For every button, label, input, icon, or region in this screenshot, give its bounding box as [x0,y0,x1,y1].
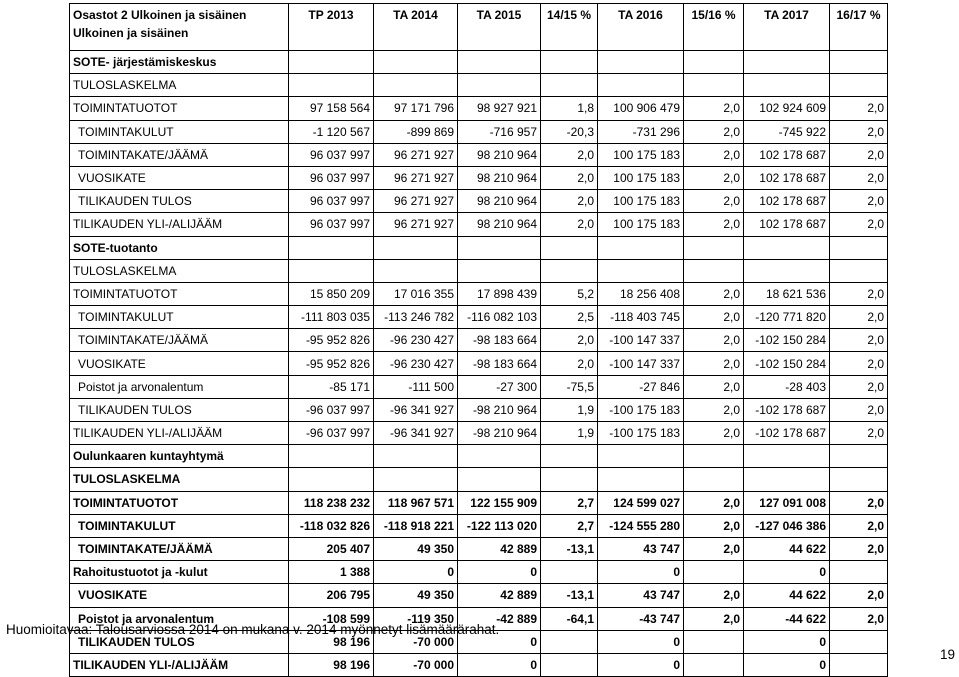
table-row [70,120,888,143]
table-cell: 0 [598,561,684,584]
table-cell [684,51,744,74]
table-cell [374,74,458,97]
table-cell: -100 175 183 [598,422,684,445]
table-cell: 2,0 [830,584,888,607]
table-row [70,491,888,514]
table-cell: -20,3 [541,120,598,143]
table-cell: 44 622 [744,584,830,607]
table-cell: 2,0 [830,143,888,166]
table-cell: 1,9 [541,398,598,421]
table-cell: 1,8 [541,97,598,120]
table-cell: -1 120 567 [289,120,374,143]
table-cell: 18 256 408 [598,282,684,305]
table-cell [598,74,684,97]
table-cell: 49 350 [374,584,458,607]
table-cell: -96 037 997 [289,422,374,445]
column-header: TA 2015 [458,4,541,51]
table-cell: -119 350 [374,607,458,630]
table-cell: 2,0 [684,537,744,560]
table-row [70,259,888,282]
table-cell [684,74,744,97]
table-cell: -118 403 745 [598,306,684,329]
table-cell [830,630,888,653]
table-cell: 0 [598,653,684,676]
column-header: TA 2016 [598,4,684,51]
page-number: 19 [939,647,955,662]
table-cell: 0 [744,653,830,676]
table-cell: -120 771 820 [744,306,830,329]
table-cell [541,259,598,282]
column-header: 15/16 % [684,4,744,51]
table-row [70,468,888,491]
table-cell: 2,0 [541,143,598,166]
table-cell [830,468,888,491]
table-cell: 0 [458,653,541,676]
table-cell: 1,9 [541,422,598,445]
row-label: Rahoitustuotot ja -kulut [70,561,289,584]
table-cell: 2,0 [684,584,744,607]
table-cell: 2,0 [684,143,744,166]
table-cell: -98 210 964 [458,398,541,421]
table-cell: -70 000 [374,653,458,676]
table-cell: 96 037 997 [289,213,374,236]
column-header: 14/15 % [541,4,598,51]
table-cell: 43 747 [598,537,684,560]
table-cell: 2,0 [684,607,744,630]
table-row [70,584,888,607]
row-label: VUOSIKATE [70,166,289,189]
table-cell: 2,0 [541,352,598,375]
table-cell: 18 621 536 [744,282,830,305]
table-cell: -42 889 [458,607,541,630]
table-cell [458,51,541,74]
table-row [70,51,888,74]
table-cell [541,74,598,97]
table-cell: 96 271 927 [374,190,458,213]
table-cell: 2,0 [684,491,744,514]
table-cell: 98 210 964 [458,190,541,213]
table-cell: -43 747 [598,607,684,630]
table-cell: 43 747 [598,584,684,607]
table-cell [458,74,541,97]
table-cell: 2,0 [684,97,744,120]
table-cell: 2,0 [830,97,888,120]
table-cell [289,236,374,259]
table-cell [830,51,888,74]
table-cell [541,51,598,74]
table-cell [830,259,888,282]
table-cell: 97 171 796 [374,97,458,120]
table-cell [541,561,598,584]
table-row [70,398,888,421]
table-cell [830,445,888,468]
table-row [70,166,888,189]
table-cell [744,74,830,97]
table-cell: 2,7 [541,491,598,514]
table-cell: 96 037 997 [289,166,374,189]
table-cell [289,445,374,468]
table-cell: 2,0 [684,352,744,375]
table-cell [684,236,744,259]
table-row [70,445,888,468]
table-cell [744,468,830,491]
table-cell: 2,0 [684,120,744,143]
table-cell: 205 407 [289,537,374,560]
table-cell: 2,0 [684,282,744,305]
table-cell [289,259,374,282]
table-cell: 2,0 [684,514,744,537]
table-row [70,282,888,305]
column-header: TA 2014 [374,4,458,51]
table-cell: 2,0 [541,213,598,236]
table-cell [458,468,541,491]
table-cell: 96 271 927 [374,213,458,236]
table-row [70,97,888,120]
table-cell: 2,0 [830,352,888,375]
table-cell [374,51,458,74]
table-cell: 1 388 [289,561,374,584]
table-row [70,306,888,329]
table-cell [684,445,744,468]
table-cell: 0 [458,630,541,653]
table-cell: 127 091 008 [744,491,830,514]
table-cell: 206 795 [289,584,374,607]
column-header: TA 2017 [744,4,830,51]
table-cell: -111 803 035 [289,306,374,329]
table-cell: -96 341 927 [374,398,458,421]
row-label: TOIMINTAKULUT [70,514,289,537]
table-cell: -64,1 [541,607,598,630]
table-cell: -118 032 826 [289,514,374,537]
table-cell: 2,0 [830,398,888,421]
table-cell [374,468,458,491]
row-label: VUOSIKATE [70,352,289,375]
table-cell: 124 599 027 [598,491,684,514]
table-cell: -96 341 927 [374,422,458,445]
table-cell: 96 271 927 [374,166,458,189]
table-cell [744,445,830,468]
table-cell: 96 037 997 [289,143,374,166]
table-cell [458,236,541,259]
row-label: TILIKAUDEN TULOS [70,630,289,653]
table-cell: -745 922 [744,120,830,143]
table-row [70,329,888,352]
table-cell: 2,0 [684,166,744,189]
table-cell: 2,0 [541,166,598,189]
table-cell: 102 178 687 [744,166,830,189]
table-cell: -98 183 664 [458,329,541,352]
row-label: Oulunkaaren kuntayhtymä [70,445,289,468]
table-cell: 118 967 571 [374,491,458,514]
table-cell: -102 178 687 [744,422,830,445]
table-cell: 122 155 909 [458,491,541,514]
table-cell: -70 000 [374,630,458,653]
table-cell: -102 178 687 [744,398,830,421]
table-cell: 98 210 964 [458,166,541,189]
table-cell: -113 246 782 [374,306,458,329]
table-cell: 2,0 [684,422,744,445]
table-cell: 2,7 [541,514,598,537]
table-row [70,213,888,236]
row-label: TOIMINTAKATE/JÄÄMÄ [70,329,289,352]
row-label: TOIMINTATUOTOT [70,491,289,514]
table-cell: -96 230 427 [374,329,458,352]
table-cell: -731 296 [598,120,684,143]
table-cell: 2,0 [541,190,598,213]
table-cell: 100 175 183 [598,143,684,166]
table-cell: 102 178 687 [744,143,830,166]
table-cell: 2,0 [830,190,888,213]
table-cell: -75,5 [541,375,598,398]
table-cell [598,468,684,491]
column-header: TP 2013 [289,4,374,51]
table-cell [541,445,598,468]
table-cell: -100 147 337 [598,352,684,375]
table-cell [598,259,684,282]
table-row [70,236,888,259]
table-cell: -102 150 284 [744,329,830,352]
table-cell: 2,0 [830,120,888,143]
table-cell: -127 046 386 [744,514,830,537]
budget-table [69,3,888,677]
table-cell: 15 850 209 [289,282,374,305]
row-label: TOIMINTAKATE/JÄÄMÄ [70,143,289,166]
row-label: TILIKAUDEN YLI-/ALIJÄÄM [70,653,289,676]
table-row [70,143,888,166]
table-cell [598,51,684,74]
table-cell: 2,0 [830,491,888,514]
table-row [70,352,888,375]
table-cell: -98 210 964 [458,422,541,445]
table-cell: 0 [744,561,830,584]
table-cell [684,630,744,653]
table-cell: 98 196 [289,630,374,653]
table-cell: -96 037 997 [289,398,374,421]
table-cell [744,236,830,259]
table-cell: 17 898 439 [458,282,541,305]
table-cell: 98 927 921 [458,97,541,120]
table-cell: 2,0 [541,329,598,352]
table-cell: 42 889 [458,537,541,560]
table-cell [541,236,598,259]
table-cell [289,51,374,74]
table-cell [289,74,374,97]
table-cell [684,259,744,282]
row-label: TULOSLASKELMA [70,259,289,282]
row-label: TULOSLASKELMA [70,74,289,97]
table-cell: -899 869 [374,120,458,143]
table-cell: -27 300 [458,375,541,398]
row-label: Poistot ja arvonalentum [70,607,289,630]
table-cell [598,236,684,259]
table-cell: -95 952 826 [289,352,374,375]
table-cell: 96 037 997 [289,190,374,213]
table-cell: 96 271 927 [374,143,458,166]
row-label: TILIKAUDEN TULOS [70,190,289,213]
table-row [70,561,888,584]
table-cell: -13,1 [541,537,598,560]
table-cell: -108 599 [289,607,374,630]
row-label: TILIKAUDEN YLI-/ALIJÄÄM [70,213,289,236]
table-cell: -111 500 [374,375,458,398]
row-label: SOTE- järjestämiskeskus [70,51,289,74]
header-row [70,4,888,51]
column-header: 16/17 % [830,4,888,51]
table-cell [374,236,458,259]
table-cell: -13,1 [541,584,598,607]
table-cell [830,74,888,97]
table-cell: 2,0 [830,607,888,630]
row-label: TILIKAUDEN YLI-/ALIJÄÄM [70,422,289,445]
row-label: TOIMINTAKULUT [70,120,289,143]
table-cell [541,630,598,653]
table-cell: 2,0 [830,166,888,189]
table-cell: 2,0 [830,514,888,537]
table-cell [744,51,830,74]
table-cell: 17 016 355 [374,282,458,305]
table-cell: 2,0 [830,329,888,352]
table-cell: -116 082 103 [458,306,541,329]
table-cell: 44 622 [744,537,830,560]
table-row [70,514,888,537]
row-label: SOTE-tuotanto [70,236,289,259]
table-cell: 49 350 [374,537,458,560]
row-label: TULOSLASKELMA [70,468,289,491]
table-cell: 100 175 183 [598,213,684,236]
table-cell: -100 175 183 [598,398,684,421]
table-cell: 100 175 183 [598,190,684,213]
table-cell: -118 918 221 [374,514,458,537]
table-cell: 2,0 [684,375,744,398]
table-cell [374,259,458,282]
table-row [70,537,888,560]
row-label: TILIKAUDEN TULOS [70,398,289,421]
table-cell: -102 150 284 [744,352,830,375]
table-cell: -122 113 020 [458,514,541,537]
table-cell: -27 846 [598,375,684,398]
table-cell: 2,0 [830,537,888,560]
table-cell: 2,0 [830,422,888,445]
table-cell: 0 [598,630,684,653]
table-cell: 102 178 687 [744,213,830,236]
row-label: TOIMINTATUOTOT [70,282,289,305]
table-cell: 102 178 687 [744,190,830,213]
table-cell: -85 171 [289,375,374,398]
table-cell [374,445,458,468]
table-cell: 2,0 [684,329,744,352]
row-label: VUOSIKATE [70,584,289,607]
corner-label: Osastot 2 Ulkoinen ja sisäinen Ulkoinen ja sisäinen [70,4,289,51]
table-cell: 2,0 [830,213,888,236]
table-cell: 2,0 [830,282,888,305]
table-row [70,74,888,97]
table-cell: -96 230 427 [374,352,458,375]
table-cell [541,468,598,491]
table-row [70,190,888,213]
table-cell: 0 [374,561,458,584]
table-cell [684,561,744,584]
table-cell: 118 238 232 [289,491,374,514]
table-cell: -98 183 664 [458,352,541,375]
table-cell: 98 210 964 [458,213,541,236]
table-cell [830,561,888,584]
footnote: Huomioitavaa: Talousarviossa 2014 on mukana v. 2014 myönnetyt lisämäärärahat. [6,622,500,637]
table-cell: -124 555 280 [598,514,684,537]
table-cell: 5,2 [541,282,598,305]
table-cell [289,468,374,491]
row-label: TOIMINTAKATE/JÄÄMÄ [70,537,289,560]
table-cell: 2,0 [684,190,744,213]
row-label: Poistot ja arvonalentum [70,375,289,398]
row-label: TOIMINTAKULUT [70,306,289,329]
table-cell: 2,0 [830,306,888,329]
table-cell: -716 957 [458,120,541,143]
table-cell [684,468,744,491]
row-label: TOIMINTATUOTOT [70,97,289,120]
table-row [70,422,888,445]
table-cell: 2,0 [684,213,744,236]
table-cell: -44 622 [744,607,830,630]
table-cell: 102 924 609 [744,97,830,120]
table-cell: -28 403 [744,375,830,398]
table-cell [830,236,888,259]
table-cell: -95 952 826 [289,329,374,352]
table-cell: 100 175 183 [598,166,684,189]
table-cell: 2,5 [541,306,598,329]
table-cell [744,259,830,282]
table-cell: 2,0 [684,306,744,329]
table-cell: 100 906 479 [598,97,684,120]
table-cell: 98 196 [289,653,374,676]
table-cell: 2,0 [830,375,888,398]
table-cell: -100 147 337 [598,329,684,352]
table-cell [458,259,541,282]
table-cell: 98 210 964 [458,143,541,166]
table-cell: 0 [458,561,541,584]
table-cell [598,445,684,468]
table-cell [458,445,541,468]
table-cell: 42 889 [458,584,541,607]
table-cell: 0 [744,630,830,653]
table-row [70,375,888,398]
table-cell: 2,0 [684,398,744,421]
table-cell: 97 158 564 [289,97,374,120]
